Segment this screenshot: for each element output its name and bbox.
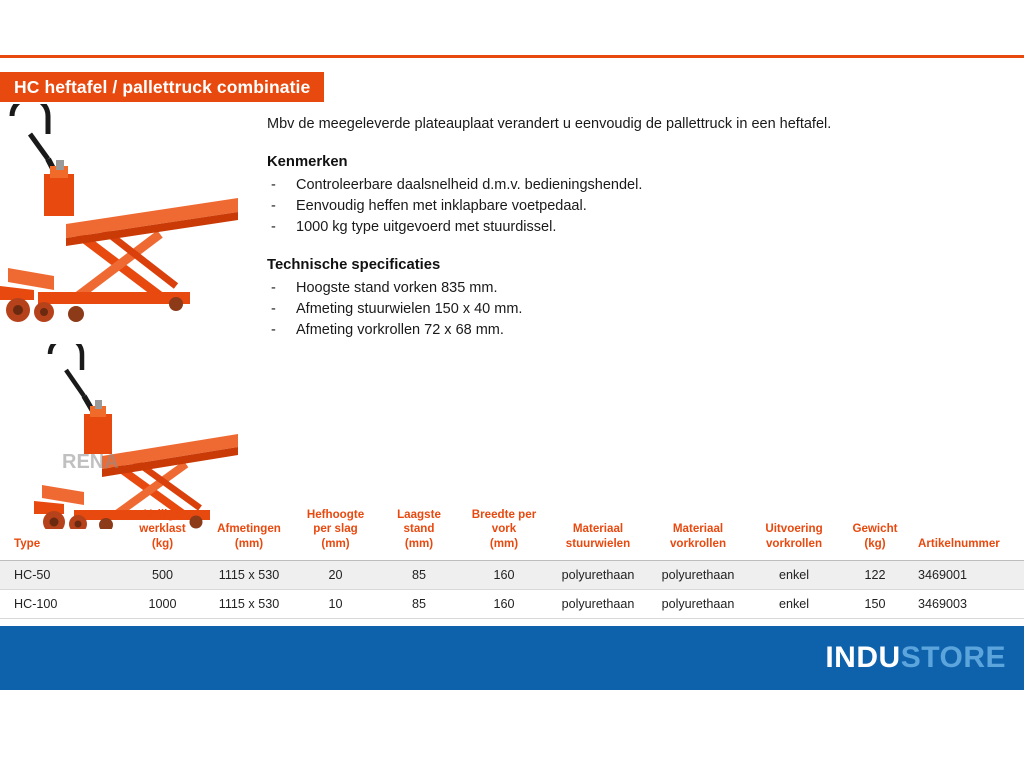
dash-bullet: - (271, 322, 276, 338)
industore-logo (825, 641, 1006, 675)
logo-text-indu: INDU (825, 641, 901, 674)
header-line: Uitvoering (765, 522, 823, 536)
pallet-lift-table-photo-bottom (28, 344, 250, 529)
section-heading-kenmerken: Kenmerken (267, 154, 348, 170)
page-title-banner (0, 72, 324, 102)
list-item-label: 1000 kg type uitgevoerd met stuurdissel. (296, 219, 557, 235)
header-line: (mm) (489, 536, 519, 550)
list-item (267, 301, 1007, 317)
table-header-row (0, 505, 1024, 561)
column-header-breedte-per-vork (460, 505, 548, 561)
list-item (267, 177, 1007, 193)
header-line: vorkrollen (765, 536, 823, 550)
header-line: (kg) (864, 536, 886, 550)
cell-breedte-per-vork: 160 (460, 561, 548, 590)
header-line: stand (403, 522, 435, 536)
cell-materiaal-vorkrollen: polyurethaan (648, 590, 748, 619)
column-header-veilige-werklast (120, 505, 205, 561)
specification-table (0, 505, 1024, 619)
header-line: vorkrollen (669, 536, 727, 550)
column-header-type (0, 505, 120, 561)
cell-gewicht: 150 (840, 590, 910, 619)
header-line: Afmetingen (217, 522, 281, 536)
header-line: Hefhoogte (306, 508, 365, 521)
cell-breedte-per-vork: 160 (460, 590, 548, 619)
cell-werklast: 1000 (120, 590, 205, 619)
cell-afmetingen: 1115 x 530 (205, 590, 293, 619)
cell-type: HC-50 (0, 561, 120, 590)
column-header-materiaal-stuurwielen (548, 505, 648, 561)
dash-bullet: - (271, 177, 276, 193)
header-line: Artikelnummer (918, 536, 1000, 550)
list-item (267, 198, 1007, 214)
list-item (267, 280, 1007, 296)
table-row (0, 561, 1024, 590)
header-line: (mm) (321, 536, 350, 550)
column-header-hefhoogte-per-slag (293, 505, 378, 561)
column-header-gewicht (840, 505, 910, 561)
brand-watermark: RENA (62, 451, 119, 473)
column-header-afmetingen (205, 505, 293, 561)
table-row (0, 590, 1024, 619)
header-line: (mm) (404, 536, 434, 550)
top-accent-rule (0, 55, 1024, 58)
header-line: Materiaal (572, 522, 624, 536)
list-item (267, 219, 1007, 235)
footer-whitespace (0, 690, 1024, 768)
header-line: Laagste (397, 508, 441, 521)
list-item-label: Controleerbare daalsnelheid d.m.v. bedieningshendel. (296, 177, 643, 193)
column-header-materiaal-vorkrollen (648, 505, 748, 561)
footer-bar (0, 626, 1024, 690)
list-item-label: Afmeting vorkrollen 72 x 68 mm. (296, 322, 504, 338)
cell-hefhoogte: 10 (293, 590, 378, 619)
cell-laagste-stand: 85 (378, 590, 460, 619)
dash-bullet: - (271, 219, 276, 235)
header-line: (kg) (151, 536, 174, 550)
cell-uitvoering-vorkrollen: enkel (748, 590, 840, 619)
cell-type: HC-100 (0, 590, 120, 619)
logo-text-store: STORE (900, 641, 1006, 674)
header-line: vork (491, 522, 517, 536)
pallet-lift-table-photo-top (0, 104, 250, 324)
header-line: Materiaal (672, 522, 724, 536)
cell-artikelnummer: 3469001 (910, 561, 1024, 590)
intro-paragraph: Mbv de meegeleverde plateauplaat verandert u eenvoudig de pallettruck in een heftafel. (267, 116, 832, 132)
cell-uitvoering-vorkrollen: enkel (748, 561, 840, 590)
header-line: stuurwielen (565, 536, 631, 550)
header-line: Breedte per (471, 508, 537, 521)
technische-specificaties-list (267, 280, 1007, 338)
cell-gewicht: 122 (840, 561, 910, 590)
cell-artikelnummer: 3469003 (910, 590, 1024, 619)
list-item-label: Hoogste stand vorken 835 mm. (296, 280, 498, 296)
cell-werklast: 500 (120, 561, 205, 590)
header-line: per slag (313, 522, 358, 536)
list-item-label: Eenvoudig heffen met inklapbare voetpedaal. (296, 198, 587, 214)
section-heading-technische-specificaties: Technische specificaties (267, 257, 441, 273)
specification-table-wrapper (0, 505, 1024, 619)
text-content-column (267, 116, 1007, 360)
cell-materiaal-stuurwielen: polyurethaan (548, 590, 648, 619)
header-whitespace (0, 0, 1024, 55)
column-header-uitvoering-vorkrollen (748, 505, 840, 561)
dash-bullet: - (271, 280, 276, 296)
cell-materiaal-stuurwielen: polyurethaan (548, 561, 648, 590)
list-item (267, 322, 1007, 338)
column-header-artikelnummer (910, 505, 1024, 561)
header-line: Gewicht (852, 522, 898, 536)
cell-materiaal-vorkrollen: polyurethaan (648, 561, 748, 590)
list-item-label: Afmeting stuurwielen 150 x 40 mm. (296, 301, 523, 317)
cell-laagste-stand: 85 (378, 561, 460, 590)
page-title: HC heftafel / pallettruck combinatie (14, 76, 311, 97)
cell-hefhoogte: 20 (293, 561, 378, 590)
header-line: Veilige (144, 508, 181, 521)
cell-afmetingen: 1115 x 530 (205, 561, 293, 590)
column-header-laagste-stand (378, 505, 460, 561)
kenmerken-list (267, 177, 1007, 235)
dash-bullet: - (271, 198, 276, 214)
header-line: Type (14, 536, 41, 550)
dash-bullet: - (271, 301, 276, 317)
header-line: werklast (139, 522, 186, 536)
header-line: (mm) (234, 536, 264, 550)
